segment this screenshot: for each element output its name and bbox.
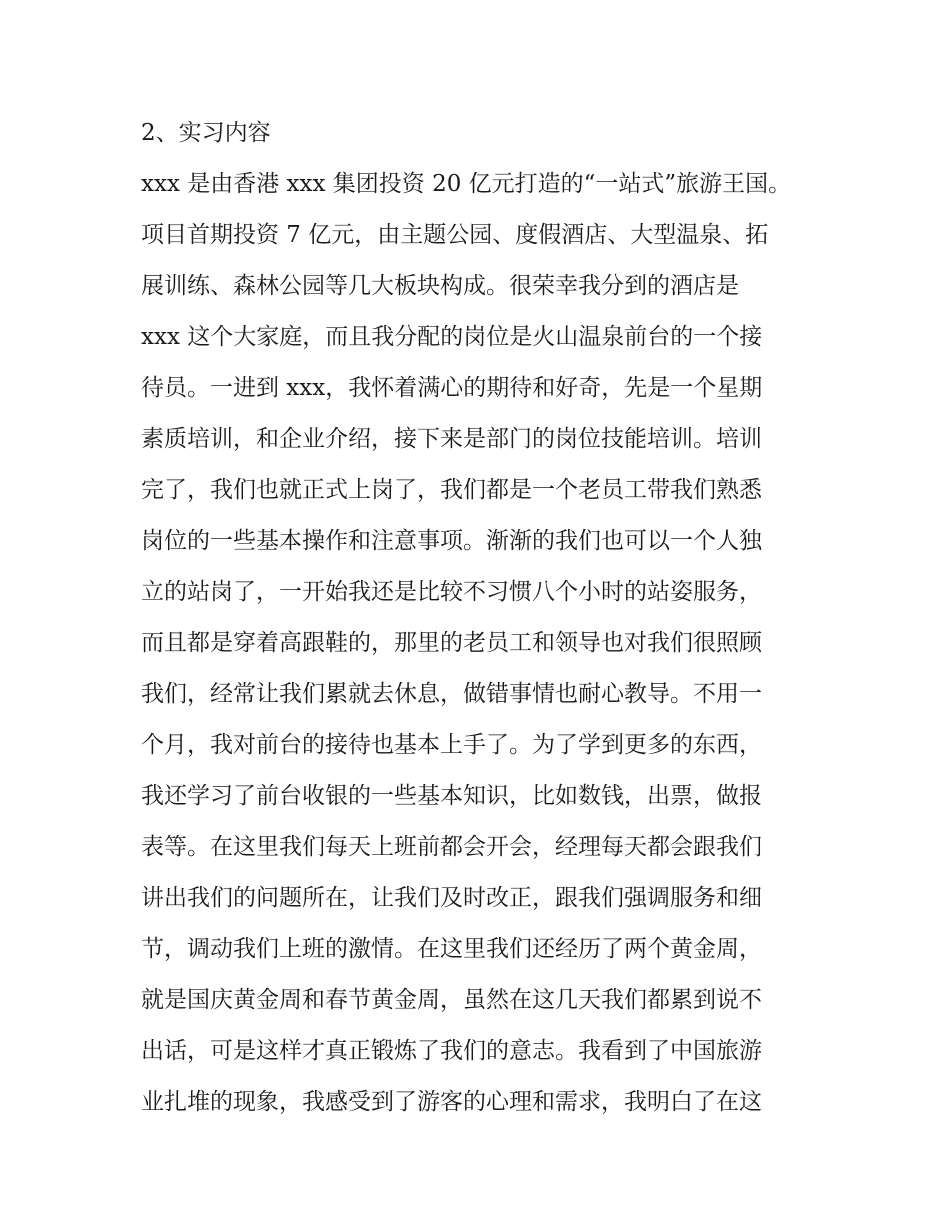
paragraph-line: 个月，我对前台的接待也基本上手了。为了学到更多的东西， — [141, 732, 762, 758]
paragraph-line: 我还学习了前台收银的一些基本知识，比如数钱，出票，做报 — [141, 783, 762, 809]
paragraph-line: xxx 这个大家庭，而且我分配的岗位是火山温泉前台的一个接 — [141, 324, 763, 350]
document-body — [141, 113, 831, 1133]
paragraph-line: 我们，经常让我们累就去休息，做错事情也耐心教导。不用一 — [141, 681, 762, 707]
paragraph-line: 完了，我们也就正式上岗了，我们都是一个老员工带我们熟悉 — [141, 477, 762, 503]
paragraph-line: 项目首期投资 7 亿元，由主题公园、度假酒店、大型温泉、拓 — [141, 222, 769, 248]
paragraph-line: 展训练、森林公园等几大板块构成。很荣幸我分到的酒店是 — [141, 273, 739, 299]
section-heading: 2、实习内容 — [141, 120, 271, 146]
paragraph-line: 而且都是穿着高跟鞋的，那里的老员工和领导也对我们很照顾 — [141, 630, 762, 656]
paragraph-line: 立的站岗了，一开始我还是比较不习惯八个小时的站姿服务， — [141, 579, 762, 605]
paragraph-line: 素质培训，和企业介绍，接下来是部门的岗位技能培训。培训 — [141, 426, 762, 452]
paragraph-line: 待员。一进到 xxx，我怀着满心的期待和好奇，先是一个星期 — [141, 375, 763, 401]
paragraph-line: 表等。在这里我们每天上班前都会开会，经理每天都会跟我们 — [141, 834, 762, 860]
paragraph-line: 出话，可是这样才真正锻炼了我们的意志。我看到了中国旅游 — [141, 1038, 762, 1064]
paragraph-line: 业扎堆的现象，我感受到了游客的心理和需求，我明白了在这 — [141, 1089, 762, 1115]
paragraph-line: 讲出我们的问题所在，让我们及时改正，跟我们强调服务和细 — [141, 885, 762, 911]
paragraph-line: xxx 是由香港 xxx 集团投资 20 亿元打造的“一站式”旅游王国。 — [141, 171, 792, 197]
paragraph-line: 节，调动我们上班的激情。在这里我们还经历了两个黄金周， — [141, 936, 762, 962]
paragraph-line: 岗位的一些基本操作和注意事项。渐渐的我们也可以一个人独 — [141, 528, 762, 554]
paragraph-line: 就是国庆黄金周和春节黄金周，虽然在这几天我们都累到说不 — [141, 987, 762, 1013]
